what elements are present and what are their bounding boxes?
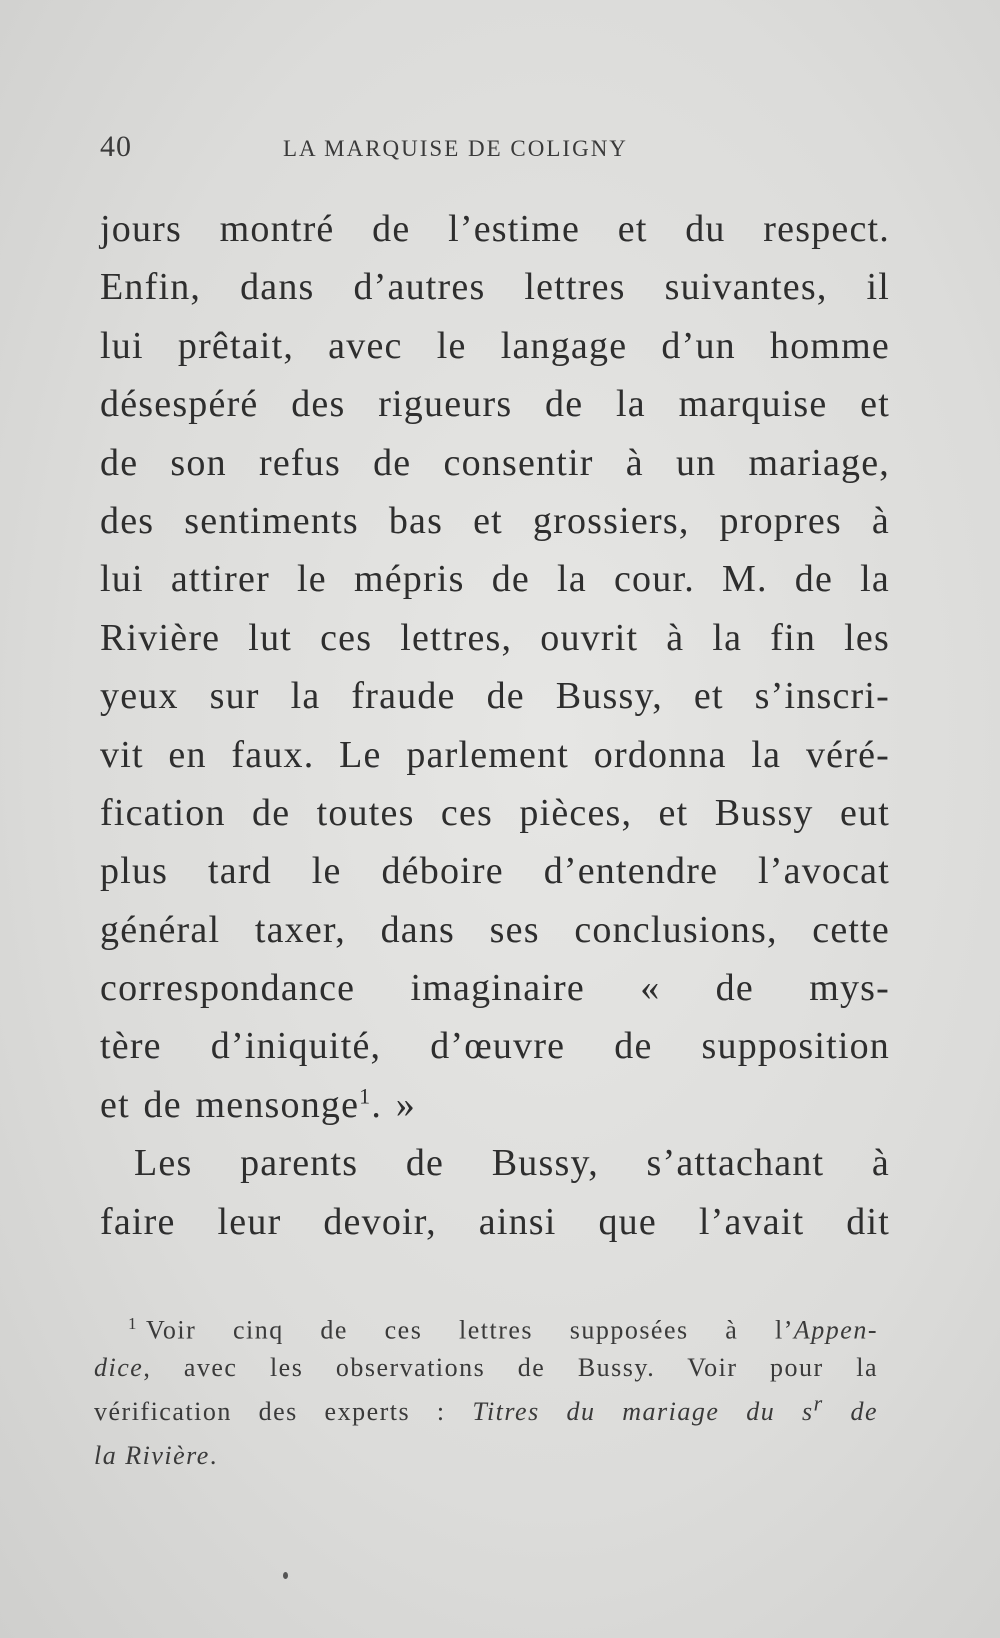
paragraph-first-line: Les parents de Bussy, s’attachant à xyxy=(134,1142,890,1185)
footnote-text: vérification des experts : xyxy=(94,1397,473,1426)
text-line: désespéré des rigueurs de la marquise et xyxy=(100,383,890,426)
text-line: des sentiments bas et grossiers, propres à xyxy=(100,499,890,542)
text-line xyxy=(100,1076,890,1134)
text-line: lui attirer le mépris de la cour. M. de la xyxy=(100,558,890,601)
body-text xyxy=(100,200,890,1251)
footnote-line xyxy=(94,1302,878,1346)
text-line: vit en faux. Le parlement ordonna la véré- xyxy=(100,733,890,776)
footnote-italic: Appen- xyxy=(793,1315,878,1345)
footnote-italic: de xyxy=(823,1397,878,1426)
footnote-text: , avec les observations de Bussy. Voir pour la xyxy=(143,1353,878,1382)
footnote-line xyxy=(94,1346,878,1390)
footnote-line xyxy=(94,1390,878,1434)
footnote-italic: Titres du mariage du s xyxy=(472,1397,814,1426)
running-head xyxy=(100,130,880,170)
text-fragment: . » xyxy=(371,1083,416,1126)
footnote-reference: 1 xyxy=(359,1083,372,1109)
text-line: plus tard le déboire d’entendre l’avocat xyxy=(100,850,890,893)
footnote-mark: 1 xyxy=(128,1314,138,1333)
text-line: de son refus de consentir à un mariage, xyxy=(100,441,890,484)
footnote-text: . xyxy=(209,1441,218,1470)
footnote-italic: dice xyxy=(94,1353,144,1382)
text-line: fication de toutes ces pièces, et Bussy eut xyxy=(100,791,890,834)
text-line: général taxer, dans ses conclusions, cette xyxy=(100,908,890,951)
text-line: Enfin, dans d’autres lettres suivantes, il xyxy=(100,266,890,309)
footnote xyxy=(94,1302,878,1478)
text-fragment: et de mensonge xyxy=(100,1083,360,1126)
text-line: Rivière lut ces lettres, ouvrit à la fin les xyxy=(100,616,890,659)
footnote-text: Voir cinq de ces lettres supposées à l’ xyxy=(146,1315,794,1345)
ink-speck xyxy=(283,1572,288,1579)
footnote-line xyxy=(94,1434,878,1478)
page-number: 40 xyxy=(100,130,132,163)
text-line: yeux sur la fraude de Bussy, et s’inscri- xyxy=(100,675,890,718)
text-line: tère d’iniquité, d’œuvre de supposition xyxy=(100,1025,890,1068)
text-line: lui prêtait, avec le langage d’un homme xyxy=(100,324,890,367)
footnote-superscript: r xyxy=(813,1390,824,1416)
text-line: correspondance imaginaire « de mys- xyxy=(100,967,890,1010)
text-line: faire leur devoir, ainsi que l’avait dit xyxy=(100,1200,890,1243)
running-title: LA MARQUISE DE COLIGNY xyxy=(283,136,628,161)
text-line: jours montré de l’estime et du respect. xyxy=(100,208,890,250)
footnote-italic: la Rivière xyxy=(94,1441,210,1470)
